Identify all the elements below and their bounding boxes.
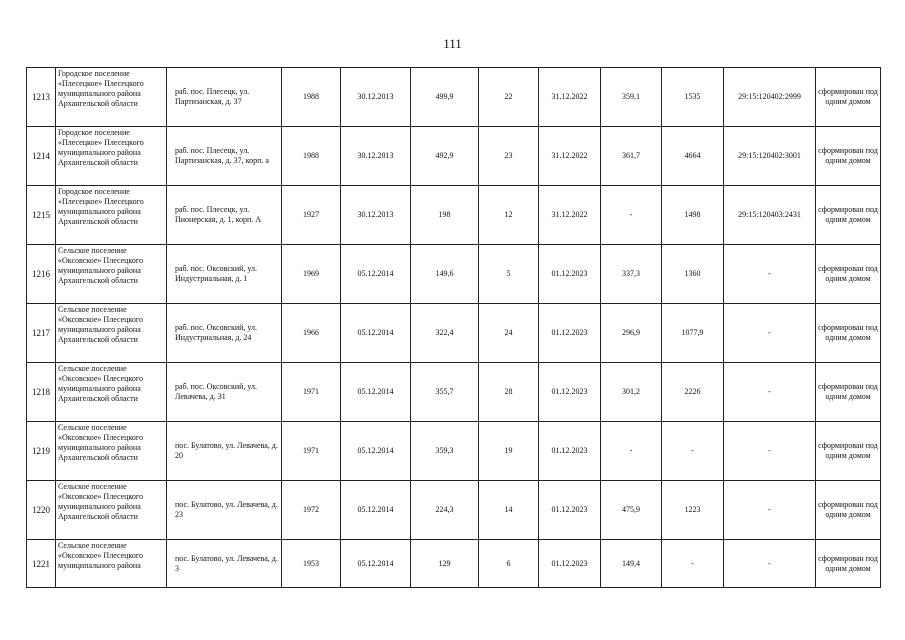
area-cell: 129 [411, 540, 479, 588]
year-built-cell: 1953 [282, 540, 341, 588]
cadastral-number-cell: - [724, 363, 816, 422]
residents-cell: 28 [479, 363, 539, 422]
recognition-date-cell: 05.12.2014 [341, 304, 411, 363]
note-cell: сформирован под одним домом [816, 422, 881, 481]
land-area-cell: 475,9 [601, 481, 662, 540]
area-cell: 149,6 [411, 245, 479, 304]
residents-cell: 12 [479, 186, 539, 245]
residents-cell: 6 [479, 540, 539, 588]
table-row [27, 68, 881, 127]
settlement-cell: Сельское поселение «Оксовское» Плесецкого муниципального района Архангельской области [56, 304, 167, 363]
note-cell: сформирован под одним домом [816, 245, 881, 304]
row-number-cell: 1220 [27, 481, 56, 540]
row-number-cell: 1214 [27, 127, 56, 186]
address-cell: пос. Булатово, ул. Левачева, д. 23 [167, 481, 282, 540]
cadastral-number-cell: - [724, 481, 816, 540]
planned-date-cell: 01.12.2023 [539, 540, 601, 588]
address-cell: раб. пос. Оксовский, ул. Левачева, д. 31 [167, 363, 282, 422]
note-cell: сформирован под одним домом [816, 540, 881, 588]
note-cell: сформирован под одним домом [816, 68, 881, 127]
planned-date-cell: 31.12.2022 [539, 127, 601, 186]
land-area-cell: 337,3 [601, 245, 662, 304]
year-built-cell: 1927 [282, 186, 341, 245]
note-cell: сформирован под одним домом [816, 481, 881, 540]
table-row [27, 127, 881, 186]
table-row [27, 540, 881, 588]
cadastral-value-cell: 1077,9 [662, 304, 724, 363]
year-built-cell: 1988 [282, 68, 341, 127]
settlement-cell: Городское поселение «Плесецкое» Плесецкого муниципального района Архангельской области [56, 127, 167, 186]
area-cell: 355,7 [411, 363, 479, 422]
table-row [27, 422, 881, 481]
table-row [27, 304, 881, 363]
area-cell: 198 [411, 186, 479, 245]
planned-date-cell: 01.12.2023 [539, 481, 601, 540]
cadastral-number-cell: - [724, 422, 816, 481]
housing-registry-table [26, 67, 881, 588]
recognition-date-cell: 30.12.2013 [341, 68, 411, 127]
planned-date-cell: 01.12.2023 [539, 422, 601, 481]
settlement-cell: Сельское поселение «Оксовское» Плесецкого муниципального района Архангельской области [56, 422, 167, 481]
address-cell: пос. Булатово, ул. Левачева, д. 20 [167, 422, 282, 481]
residents-cell: 5 [479, 245, 539, 304]
residents-cell: 23 [479, 127, 539, 186]
year-built-cell: 1972 [282, 481, 341, 540]
area-cell: 492,9 [411, 127, 479, 186]
planned-date-cell: 31.12.2022 [539, 186, 601, 245]
cadastral-value-cell: 1360 [662, 245, 724, 304]
table-row [27, 481, 881, 540]
address-cell: пос. Булатово, ул. Левачева, д. 3 [167, 540, 282, 588]
planned-date-cell: 31.12.2022 [539, 68, 601, 127]
area-cell: 322,4 [411, 304, 479, 363]
cadastral-number-cell: 29:15:120402:3001 [724, 127, 816, 186]
recognition-date-cell: 30.12.2013 [341, 186, 411, 245]
recognition-date-cell: 05.12.2014 [341, 540, 411, 588]
cadastral-value-cell: - [662, 422, 724, 481]
settlement-cell: Сельское поселение «Оксовское» Плесецкого муниципального района Архангельской области [56, 481, 167, 540]
area-cell: 499,9 [411, 68, 479, 127]
settlement-cell: Сельское поселение «Оксовское» Плесецкого муниципального района Архангельской области [56, 245, 167, 304]
note-cell: сформирован под одним домом [816, 363, 881, 422]
year-built-cell: 1971 [282, 363, 341, 422]
table-row [27, 186, 881, 245]
residents-cell: 19 [479, 422, 539, 481]
recognition-date-cell: 05.12.2014 [341, 481, 411, 540]
residents-cell: 24 [479, 304, 539, 363]
land-area-cell: 296,9 [601, 304, 662, 363]
note-cell: сформирован под одним домом [816, 127, 881, 186]
cadastral-value-cell: 4664 [662, 127, 724, 186]
land-area-cell: 301,2 [601, 363, 662, 422]
recognition-date-cell: 30.12.2013 [341, 127, 411, 186]
year-built-cell: 1988 [282, 127, 341, 186]
year-built-cell: 1971 [282, 422, 341, 481]
address-cell: раб. пос. Плесецк, ул. Партизанская, д. 37 [167, 68, 282, 127]
planned-date-cell: 01.12.2023 [539, 245, 601, 304]
cadastral-number-cell: 29:15:120402:2999 [724, 68, 816, 127]
row-number-cell: 1217 [27, 304, 56, 363]
settlement-cell: Городское поселение «Плесецкое» Плесецкого муниципального района Архангельской области [56, 186, 167, 245]
year-built-cell: 1966 [282, 304, 341, 363]
row-number-cell: 1221 [27, 540, 56, 588]
row-number-cell: 1215 [27, 186, 56, 245]
land-area-cell: 361,7 [601, 127, 662, 186]
address-cell: раб. пос. Плесецк, ул. Партизанская, д. 37, корп. а [167, 127, 282, 186]
year-built-cell: 1969 [282, 245, 341, 304]
cadastral-value-cell: - [662, 540, 724, 588]
land-area-cell: 149,4 [601, 540, 662, 588]
cadastral-value-cell: 2226 [662, 363, 724, 422]
row-number-cell: 1218 [27, 363, 56, 422]
recognition-date-cell: 05.12.2014 [341, 422, 411, 481]
area-cell: 224,3 [411, 481, 479, 540]
row-number-cell: 1219 [27, 422, 56, 481]
cadastral-value-cell: 1535 [662, 68, 724, 127]
note-cell: сформирован под одним домом [816, 304, 881, 363]
address-cell: раб. пос. Оксовский, ул. Индустриальная, д. 1 [167, 245, 282, 304]
settlement-cell: Сельское поселение «Оксовское» Плесецкого муниципального района [56, 540, 167, 588]
row-number-cell: 1213 [27, 68, 56, 127]
table-row [27, 363, 881, 422]
settlement-cell: Городское поселение «Плесецкое» Плесецкого муниципального района Архангельской области [56, 68, 167, 127]
cadastral-number-cell: - [724, 245, 816, 304]
cadastral-number-cell: - [724, 304, 816, 363]
note-cell: сформирован под одним домом [816, 186, 881, 245]
settlement-cell: Сельское поселение «Оксовское» Плесецкого муниципального района Архангельской области [56, 363, 167, 422]
planned-date-cell: 01.12.2023 [539, 363, 601, 422]
recognition-date-cell: 05.12.2014 [341, 363, 411, 422]
cadastral-number-cell: - [724, 540, 816, 588]
address-cell: раб. пос. Оксовский, ул. Индустриальная, д. 24 [167, 304, 282, 363]
area-cell: 359,3 [411, 422, 479, 481]
land-area-cell: - [601, 422, 662, 481]
land-area-cell: - [601, 186, 662, 245]
land-area-cell: 359,1 [601, 68, 662, 127]
cadastral-value-cell: 1223 [662, 481, 724, 540]
residents-cell: 22 [479, 68, 539, 127]
address-cell: раб. пос. Плесецк, ул. Пионерская, д. 1, корп. А [167, 186, 282, 245]
cadastral-value-cell: 1498 [662, 186, 724, 245]
recognition-date-cell: 05.12.2014 [341, 245, 411, 304]
cadastral-number-cell: 29:15:120403:2431 [724, 186, 816, 245]
row-number-cell: 1216 [27, 245, 56, 304]
residents-cell: 14 [479, 481, 539, 540]
planned-date-cell: 01.12.2023 [539, 304, 601, 363]
table-row [27, 245, 881, 304]
page-number: 111 [443, 36, 462, 51]
